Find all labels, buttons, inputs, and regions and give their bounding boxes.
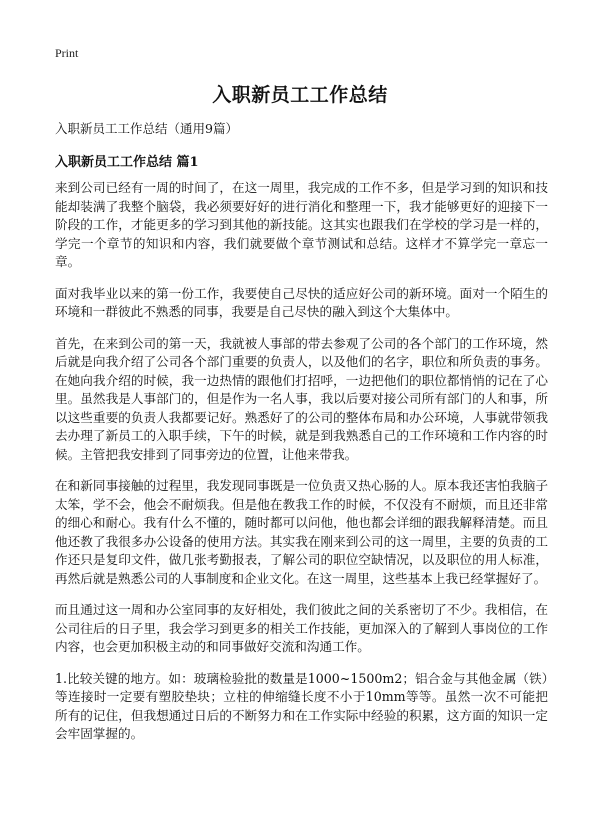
paragraph: 而且通过这一周和办公室同事的友好相处，我们彼此之间的关系密切了不少。我相信，在公司往后的日子里，我会学习到更多的相关工作技能，更加深入的了解到人事岗位的工作内容，也会更加积极主动的和同事做好交流和沟通工作。 [55, 602, 548, 654]
article-body [55, 179, 548, 757]
paragraph: 在和新同事接触的过程里，我发现同事既是一位负责又热心肠的人。原本我还害怕我脑子太笨，学不会，他会不耐烦我。但是他在教我工作的时候，不仅没有不耐烦，而且还非常的细心和耐心。我有什么不懂的，随时都可以问他，他也都会详细的跟我解释清楚。而且他还教了我很多办公设备的使用方法。其实我在刚来到公司的这一周里，主要的负责的工作还只是复印文件，做几张考勤报表，了解公司的职位空缺情况，以及职位的用人标准，再然后就是熟悉公司的人事制度和企业文化。在这一周里，这些基本上我已经掌握好了。 [55, 478, 548, 586]
paragraph: 面对我毕业以来的第一份工作，我要使自己尽快的适应好公司的新环境。面对一个陌生的环境和一群彼此不熟悉的同事，我要是自己尽快的融入到这个大集体中。 [55, 285, 548, 319]
document-subtitle: 入职新员工工作总结（通用9篇） [55, 121, 238, 136]
print-link[interactable]: Print [55, 46, 79, 60]
paragraph: 来到公司已经有一周的时间了，在这一周里，我完成的工作不多，但是学习到的知识和技能却装满了我整个脑袋，我必须要好好的进行消化和整理一下，我才能够更好的迎接下一阶段的工作，才能更多的学习到其他的新技能。这其实也跟我们在学校的学习是一样的，学完一个章节的知识和内容，我们就要做个章节测试和总结。这样才不算学完一章忘一章。 [55, 180, 548, 269]
paragraph: 首先，在来到公司的第一天，我就被人事部的带去参观了公司的各个部门的工作环境，然后就是向我介绍了公司各个部门重要的负责人，以及他们的名字，职位和所负责的事务。在她向我介绍的时候，我一边热情的跟他们打招呼，一边把他们的职位都悄悄的记在了心里。虽然我是人事部门的，但是作为一名人事，我以后要对接公司所有部门的人和事，所以这些重要的负责人我都要记好。熟悉好了的公司的整体布局和办公环境，人事就带领我去办理了新员工的入职手续，下午的时候，就是到我熟悉自己的工作环境和工作内容的时候。主管把我安排到了同事旁边的位置，让他来带我。 [55, 335, 548, 462]
page-title: 入职新员工工作总结 [212, 84, 388, 106]
paragraph: 1.比较关键的地方。如：玻璃检验批的数量是1000~1500m2；铝合金与其他金属（铁）等连接时一定要有塑胶垫块；立柱的伸缩缝长度不小于10mm等等。虽然一次不可能把所有的记住，但我想通过日后的不断努力和在工作实际中经验的积累，这方面的知识一定会牢固掌握的。 [55, 670, 548, 741]
section-heading: 入职新员工工作总结 篇1 [55, 155, 199, 170]
